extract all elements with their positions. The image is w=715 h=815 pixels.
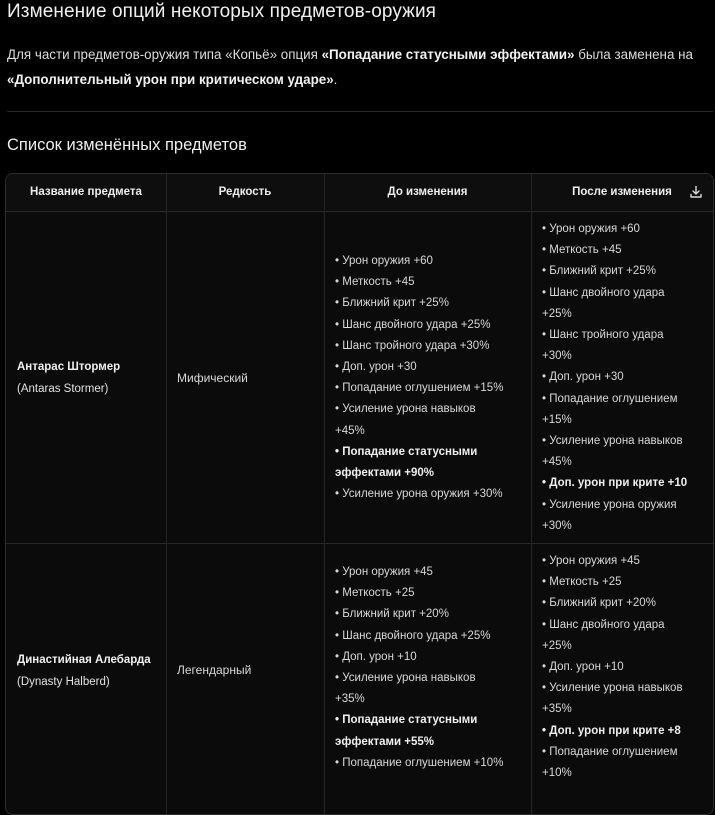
item-rarity: Легендарный <box>177 663 252 677</box>
option-item: • Усиление урона навыков +35% <box>542 678 683 720</box>
option-item: • Попадание оглушением +15% <box>335 378 503 399</box>
option-item: • Усиление урона навыков +45% <box>335 399 503 441</box>
intro-text-3: . <box>333 72 338 87</box>
option-item: • Ближний крит +25% <box>335 293 503 314</box>
option-item: • Шанс тройного удара +30% <box>335 336 503 357</box>
before-options-list <box>335 251 503 505</box>
page-title: Изменение опций некоторых предметов-оружия <box>7 1 437 22</box>
option-item: • Шанс двойного удара +25% <box>542 615 683 657</box>
option-item: • Шанс двойного удара +25% <box>335 315 503 336</box>
option-item: • Усиление урона навыков +35% <box>335 668 503 710</box>
option-item: • Доп. урон +10 <box>335 647 503 668</box>
table-header-row <box>6 174 713 212</box>
item-rarity: Мифический <box>177 371 248 385</box>
table-row <box>6 211 713 544</box>
option-item: • Урон оружия +45 <box>542 551 683 572</box>
option-item: • Ближний крит +20% <box>335 604 503 625</box>
item-name: Династийная Алебарда <box>17 654 151 666</box>
download-icon[interactable] <box>689 185 703 199</box>
option-item: • Меткость +25 <box>542 572 683 593</box>
option-item: • Шанс двойного удара +25% <box>335 626 503 647</box>
item-name-en: (Dynasty Halberd) <box>17 676 110 688</box>
section-title: Список изменённых предметов <box>7 136 247 154</box>
option-item-changed: • Попадание статусными эффектами +55% <box>335 710 503 752</box>
option-item: • Шанс двойного удара +25% <box>542 283 687 325</box>
after-options-list <box>542 551 683 784</box>
option-item: • Урон оружия +60 <box>542 219 687 240</box>
option-item: • Попадание оглушением +15% <box>542 389 687 431</box>
option-item: • Усиление урона навыков +45% <box>542 431 687 473</box>
option-item: • Доп. урон +30 <box>335 357 503 378</box>
option-item: • Меткость +25 <box>335 583 503 604</box>
option-item: • Меткость +45 <box>335 272 503 293</box>
option-item: • Ближний крит +25% <box>542 261 687 282</box>
items-table <box>5 173 714 815</box>
divider <box>7 111 713 112</box>
intro-bold-old-option: «Попадание статусными эффектами» <box>321 47 575 62</box>
item-name: Антарас Штормер <box>17 361 121 373</box>
option-item: • Доп. урон +30 <box>542 367 687 388</box>
option-item: • Усиление урона оружия +30% <box>335 484 503 505</box>
option-item: • Ближний крит +20% <box>542 593 683 614</box>
option-item: • Урон оружия +45 <box>335 562 503 583</box>
intro-text-2: была заменена на <box>574 47 693 62</box>
item-name-cell <box>17 649 151 693</box>
item-name-en: (Antaras Stormer) <box>17 383 109 395</box>
option-item: • Усиление урона оружия +30% <box>542 495 687 537</box>
item-name-cell <box>17 356 120 400</box>
option-item: • Попадание оглушением +10% <box>542 742 683 784</box>
header-after: После изменения <box>572 186 672 198</box>
intro-paragraph <box>7 42 707 92</box>
option-item-changed: • Попадание статусными эффектами +90% <box>335 442 503 484</box>
before-options-list <box>335 562 503 774</box>
option-item-changed: • Доп. урон при крите +8 <box>542 721 683 742</box>
option-item: • Доп. урон +10 <box>542 657 683 678</box>
option-item-changed: • Доп. урон при крите +10 <box>542 473 687 494</box>
header-before: До изменения <box>387 186 468 198</box>
option-item: • Урон оружия +60 <box>335 251 503 272</box>
option-item: • Шанс тройного удара +30% <box>542 325 687 367</box>
after-options-list <box>542 219 687 537</box>
table-row <box>6 544 713 815</box>
intro-bold-new-option: «Дополнительный урон при критическом ударе» <box>7 72 334 87</box>
option-item: • Попадание оглушением +10% <box>335 753 503 774</box>
header-rarity: Редкость <box>218 186 272 198</box>
header-name: Название предмета <box>30 186 142 198</box>
option-item: • Меткость +45 <box>542 240 687 261</box>
intro-text-1: Для части предметов-оружия типа «Копьё» опция <box>7 47 322 62</box>
